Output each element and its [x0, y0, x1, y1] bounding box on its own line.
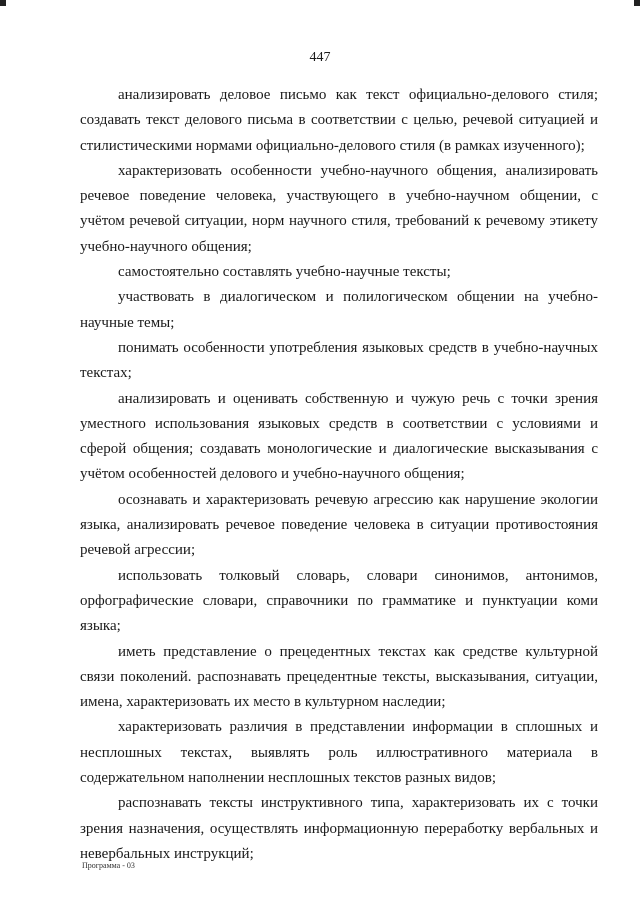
paragraph: участвовать в диалогическом и полилогическом общении на учебно-научные темы; — [80, 289, 598, 331]
paragraph: характеризовать различия в представлении информации в сплошных и несплошных текстах, выявлять роль иллюстративного материала в содержательном наполнении несплошных текстов разных видов; — [80, 719, 598, 787]
paragraph: анализировать деловое письмо как текст официально-делового стиля; создавать текст делового письма в соответствии с целью, речевой ситуацией и стилистическими нормами официально-делового стиля (в рамках изученного); — [80, 87, 598, 154]
footer-label: Программа - 03 — [82, 861, 135, 870]
paragraph: иметь представление о прецедентных текстах как средстве культурной связи поколений. распознавать прецедентные тексты, высказывания, ситуации, имена, характеризовать их место в культурном наследии; — [80, 643, 598, 711]
paragraph: характеризовать особенности учебно-научного общения, анализировать речевое поведение человека, участвующего в учебно-научном общении, с учётом речевой ситуации, норм научного стиля, требований к речевому этикету учебно-научного общения; — [80, 162, 598, 255]
paragraph: понимать особенности употребления языковых средств в учебно-научных текстах; — [80, 339, 598, 382]
page-number: 447 — [309, 50, 331, 65]
paragraph: анализировать и оценивать собственную и чужую речь с точки зрения уместного использования языковых средств в соответствии с условиями и сферой общения; создавать монологические и диалогические высказывания с учётом особенностей делового и учебно-научного общения; — [80, 390, 598, 483]
scan-corner-mark — [634, 0, 640, 6]
scan-corner-mark — [0, 0, 6, 6]
paragraph: распознавать тексты инструктивного типа, характеризовать их с точки зрения назначения, осуществлять информационную переработку вербальных и невербальных инструкций; — [80, 795, 598, 862]
paragraph: самостоятельно составлять учебно-научные тексты; — [118, 264, 451, 281]
paragraph: использовать толковый словарь, словари синонимов, антонимов, орфографические словари, справочники по грамматике и пунктуации коми языка; — [80, 567, 598, 635]
paragraph: осознавать и характеризовать речевую агрессию как нарушение экологии языка, анализировать речевое поведение человека в ситуации противостояния речевой агрессии; — [80, 491, 598, 559]
document-body — [80, 83, 598, 867]
